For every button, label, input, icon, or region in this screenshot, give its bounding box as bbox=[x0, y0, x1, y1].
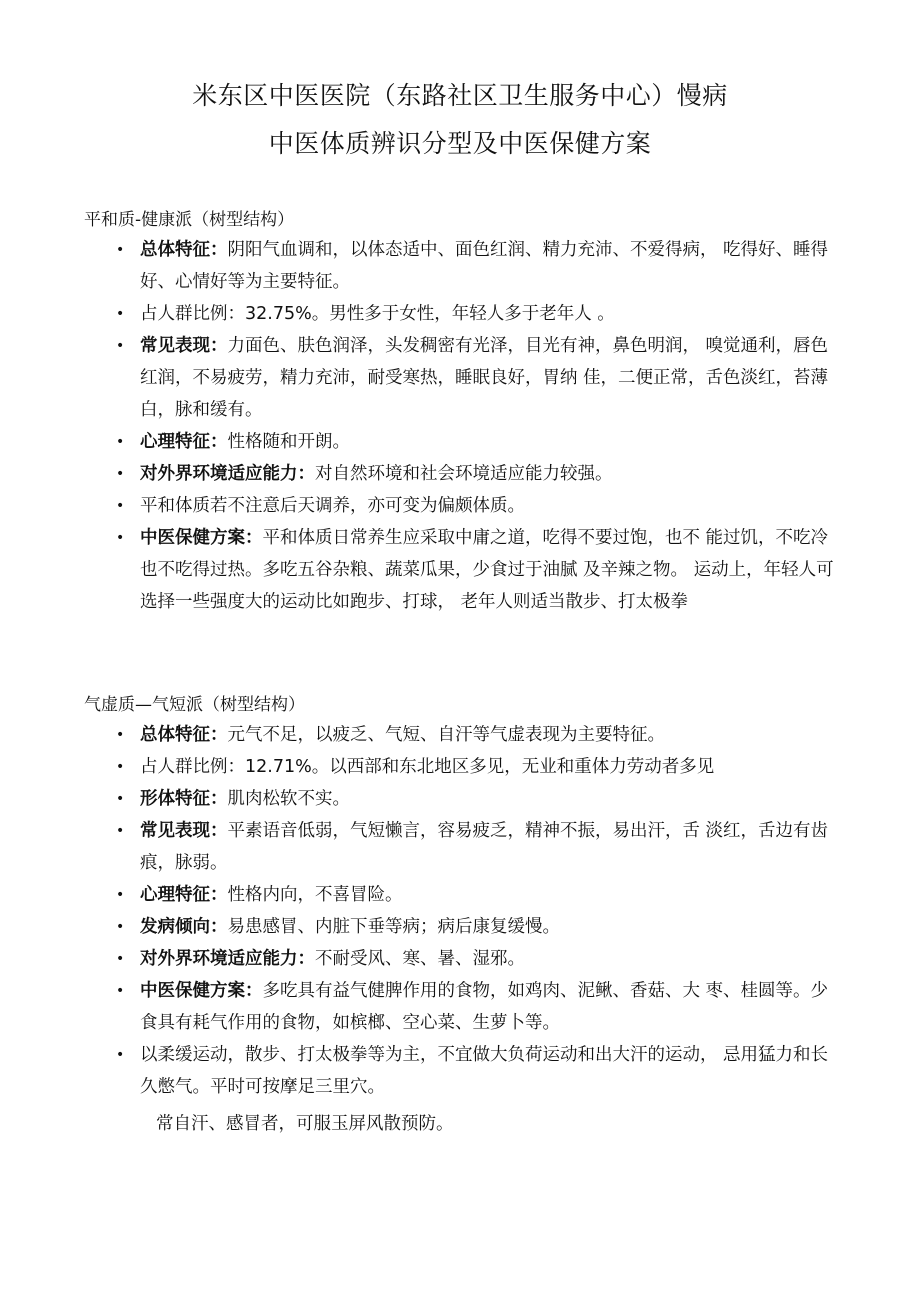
item-label: 心理特征 bbox=[140, 432, 210, 452]
bullet-icon: • bbox=[116, 791, 125, 807]
list-item bbox=[116, 1039, 842, 1103]
item-label-sep: ： bbox=[245, 981, 263, 1001]
bullet-icon: • bbox=[116, 919, 125, 935]
bullet-icon: • bbox=[116, 434, 125, 450]
list-item bbox=[116, 234, 842, 298]
list-item bbox=[116, 783, 842, 815]
bullet-icon: • bbox=[116, 727, 125, 743]
item-label-sep: ： bbox=[210, 885, 228, 905]
bullet-icon: • bbox=[116, 887, 125, 903]
bullet-icon: • bbox=[116, 498, 125, 514]
list-item bbox=[116, 298, 842, 330]
list-item bbox=[116, 911, 842, 943]
bullet-icon: • bbox=[116, 306, 125, 322]
item-label: 常见表现 bbox=[140, 336, 210, 356]
item-text: 平素语音低弱，气短懒言，容易疲乏，精神不振，易出汗，舌 淡红，舌边有齿痕，脉弱。 bbox=[140, 821, 829, 873]
item-label-sep: ： bbox=[210, 821, 228, 841]
list-item bbox=[116, 426, 842, 458]
bullet-icon: • bbox=[116, 983, 125, 999]
list-item bbox=[116, 522, 842, 618]
item-text: 平和体质日常养生应采取中庸之道，吃得不要过饱，也不 能过饥，不吃冷也不吃得过热。多吃五谷杂粮、蔬菜瓜果，少食过于油腻 及辛辣之物。 运动上，年轻人可选择一些强度大的运动比如跑步、打球， 老年人则适当散步、打太极拳 bbox=[140, 528, 834, 612]
item-text: 易患感冒、内脏下垂等病；病后康复缓慢。 bbox=[227, 917, 560, 937]
section-list-qixu bbox=[0, 719, 920, 1103]
item-label: 中医保健方案 bbox=[140, 981, 245, 1001]
item-text: 占人群比例：12.71%。以西部和东北地区多见，无业和重体力劳动者多见 bbox=[140, 757, 715, 777]
list-item bbox=[116, 943, 842, 975]
bullet-icon: • bbox=[116, 242, 125, 258]
list-item bbox=[116, 975, 842, 1039]
list-item bbox=[116, 330, 842, 426]
item-text: 对自然环境和社会环境适应能力较强。 bbox=[315, 464, 613, 484]
bullet-icon: • bbox=[116, 823, 125, 839]
item-label-sep: ： bbox=[297, 464, 315, 484]
item-label-sep: ： bbox=[210, 789, 228, 809]
item-label-sep: ： bbox=[245, 528, 263, 548]
section-note: 常自汗、感冒者，可服玉屏风散预防。 bbox=[156, 1114, 454, 1134]
section-heading-qixu: 气虚质—气短派（树型结构） bbox=[84, 695, 305, 715]
item-label: 对外界环境适应能力 bbox=[140, 949, 298, 969]
section-list-pinghe bbox=[0, 234, 920, 618]
item-text: 占人群比例：32.75%。男性多于女性，年轻人多于老年人 。 bbox=[140, 304, 615, 324]
item-label-sep: ： bbox=[210, 917, 228, 937]
bullet-icon: • bbox=[116, 951, 125, 967]
item-label: 总体特征 bbox=[140, 725, 210, 745]
item-label-sep: ： bbox=[297, 949, 315, 969]
item-label: 心理特征 bbox=[140, 885, 210, 905]
item-label: 总体特征 bbox=[140, 240, 210, 260]
bullet-icon: • bbox=[116, 530, 125, 546]
bullet-icon: • bbox=[116, 759, 125, 775]
item-text: 性格随和开朗。 bbox=[227, 432, 350, 452]
item-label: 形体特征 bbox=[140, 789, 210, 809]
list-item bbox=[116, 458, 842, 490]
document-title-line-1: 米东区中医医院（东路社区卫生服务中心）慢病 bbox=[192, 81, 728, 110]
item-text: 力面色、肤色润泽，头发稠密有光泽，目光有神，鼻色明润， 嗅觉通利，唇色红润，不易疲劳，精力充沛，耐受寒热，睡眠良好，胃纳 佳，二便正常，舌色淡红，苔薄白，脉和缓有。 bbox=[140, 336, 829, 420]
item-label: 对外界环境适应能力 bbox=[140, 464, 298, 484]
item-label: 常见表现 bbox=[140, 821, 210, 841]
section-heading-pinghe: 平和质-健康派（树型结构） bbox=[84, 210, 295, 230]
item-text: 不耐受风、寒、暑、湿邪。 bbox=[315, 949, 525, 969]
item-text: 平和体质若不注意后天调养，亦可变为偏颇体质。 bbox=[140, 496, 525, 516]
item-label-sep: ： bbox=[210, 240, 228, 260]
item-label-sep: ： bbox=[210, 725, 228, 745]
item-text: 多吃具有益气健脾作用的食物，如鸡肉、泥鳅、香菇、大 枣、桂圆等。少食具有耗气作用的食物，如槟榔、空心菜、生萝卜等。 bbox=[140, 981, 829, 1033]
item-label-sep: ： bbox=[210, 336, 228, 356]
item-text: 以柔缓运动，散步、打太极拳等为主，不宜做大负荷运动和出大汗的运动， 忌用猛力和长久憋气。平时可按摩足三里穴。 bbox=[140, 1045, 829, 1097]
item-text: 元气不足，以疲乏、气短、自汗等气虚表现为主要特征。 bbox=[227, 725, 665, 745]
item-text: 肌肉松软不实。 bbox=[227, 789, 350, 809]
bullet-icon: • bbox=[116, 466, 125, 482]
item-label-sep: ： bbox=[210, 432, 228, 452]
item-label: 中医保健方案 bbox=[140, 528, 245, 548]
bullet-icon: • bbox=[116, 338, 125, 354]
item-label: 发病倾向 bbox=[140, 917, 210, 937]
item-text: 性格内向，不喜冒险。 bbox=[227, 885, 403, 905]
bullet-icon: • bbox=[116, 1047, 125, 1063]
list-item bbox=[116, 719, 842, 751]
list-item bbox=[116, 879, 842, 911]
list-item bbox=[116, 490, 842, 522]
item-text: 阴阳气血调和，以体态适中、面色红润、精力充沛、不爱得病， 吃得好、睡得好、心情好等为主要特征。 bbox=[140, 240, 829, 292]
list-item bbox=[116, 815, 842, 879]
list-item bbox=[116, 751, 842, 783]
document-title-line-2: 中医体质辨识分型及中医保健方案 bbox=[268, 129, 652, 158]
